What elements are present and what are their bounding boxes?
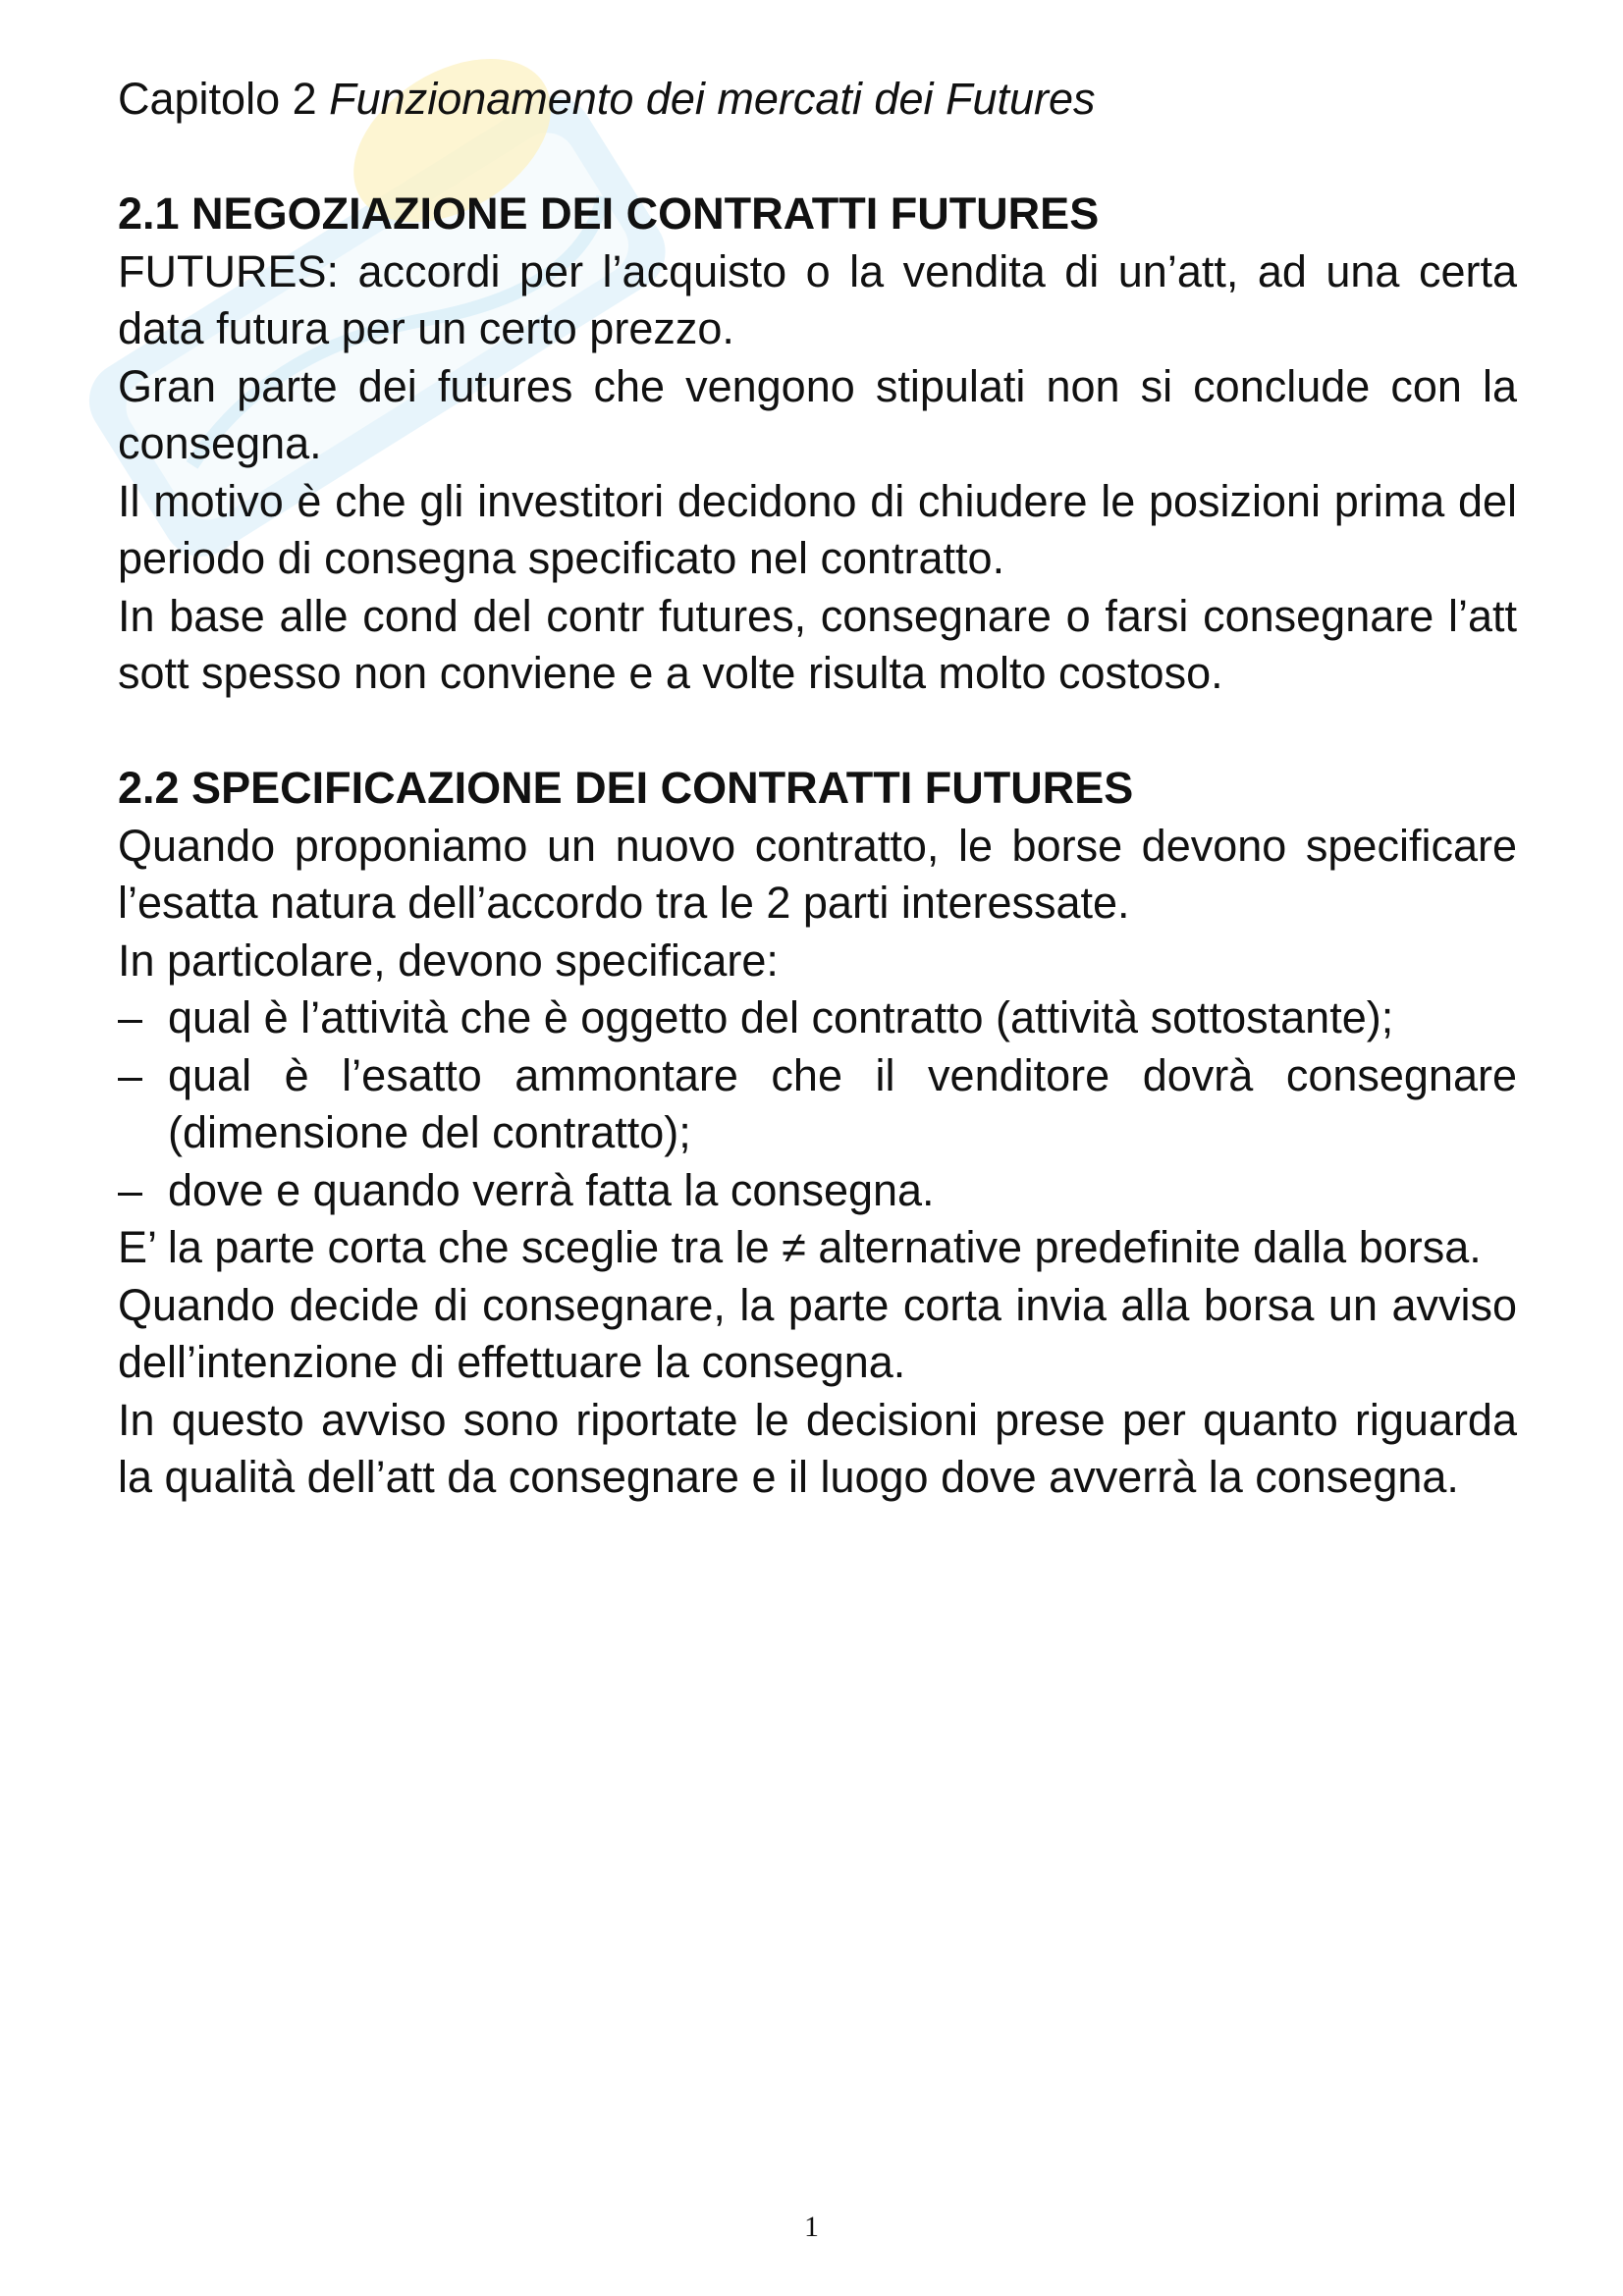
section-heading-2-2: 2.2 SPECIFICAZIONE DEI CONTRATTI FUTURES bbox=[118, 763, 1134, 813]
document-body bbox=[118, 71, 1517, 1507]
paragraph: In questo avviso sono riportate le decisioni prese per quanto riguarda la qualità dell’att da consegnare e il luogo dove avverrà la consegna. bbox=[118, 1394, 1517, 1502]
list-item-text: dove e quando verrà fatta la consegna. bbox=[168, 1164, 935, 1215]
dash-bullet-icon: – bbox=[118, 1164, 143, 1215]
page-number: 1 bbox=[804, 2211, 819, 2243]
chapter-title: Funzionamento dei mercati dei Futures bbox=[329, 74, 1096, 124]
chapter-header bbox=[118, 71, 1517, 129]
list-item bbox=[118, 1047, 1517, 1162]
paragraph: Il motivo è che gli investitori decidono di chiudere le posizioni prima del periodo di consegna specificato nel contratto. bbox=[118, 475, 1517, 583]
paragraph: Gran parte dei futures che vengono stipulati non si conclude con la consegna. bbox=[118, 360, 1517, 468]
bullet-list bbox=[118, 989, 1517, 1219]
paragraph: E’ la parte corta che sceglie tra le ≠ alternative predefinite dalla borsa. bbox=[118, 1222, 1482, 1272]
list-item-text: qual è l’esatto ammontare che il venditore dovrà consegnare (dimensione del contratto); bbox=[168, 1049, 1517, 1157]
list-item bbox=[118, 1162, 1517, 1220]
paragraph: In particolare, devono specificare: bbox=[118, 934, 779, 986]
chapter-prefix: Capitolo 2 bbox=[118, 74, 317, 124]
paragraph: FUTURES: accordi per l’acquisto o la vendita di un’att, ad una certa data futura per un certo prezzo. bbox=[118, 245, 1517, 353]
list-item-text: qual è l’attività che è oggetto del contratto (attività sottostante); bbox=[168, 992, 1394, 1042]
spacer bbox=[118, 129, 1517, 187]
paragraph: Quando proponiamo un nuovo contratto, le borse devono specificare l’esatta natura dell’accordo tra le 2 parti interessate. bbox=[118, 820, 1517, 928]
section-heading-2-1: 2.1 NEGOZIAZIONE DEI CONTRATTI FUTURES bbox=[118, 188, 1100, 239]
dash-bullet-icon: – bbox=[118, 992, 143, 1042]
paragraph: Quando decide di consegnare, la parte corta invia alla borsa un avviso dell’intenzione di effettuare la consegna. bbox=[118, 1279, 1517, 1387]
list-item bbox=[118, 989, 1517, 1047]
dash-bullet-icon: – bbox=[118, 1049, 143, 1100]
paragraph: In base alle cond del contr futures, consegnare o farsi consegnare l’att sott spesso non conviene e a volte risulta molto costoso. bbox=[118, 590, 1517, 698]
spacer bbox=[118, 703, 1517, 761]
